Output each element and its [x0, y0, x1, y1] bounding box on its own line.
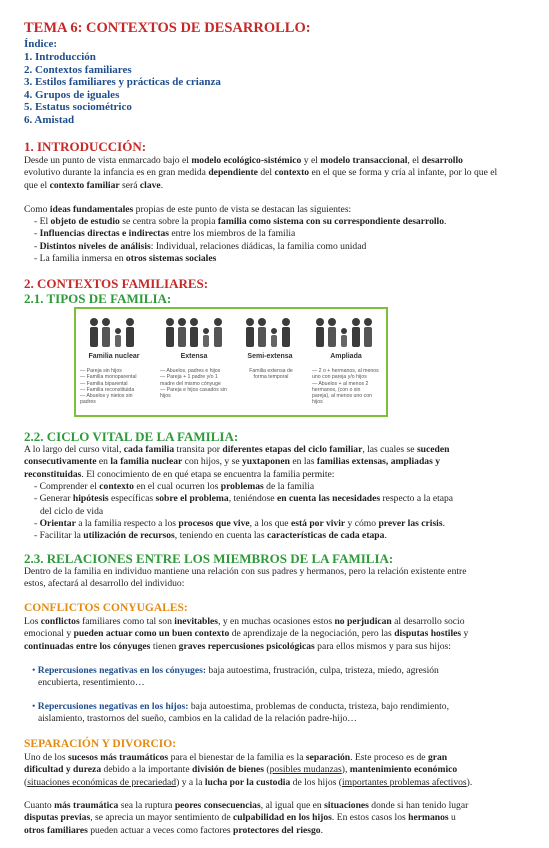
family-type-description: Familia extensa de forma temporal: [249, 368, 293, 381]
extended-family-icon: [160, 313, 228, 353]
expanded-family-icon: [312, 313, 384, 353]
semi-extended-family-icon: [236, 313, 304, 353]
index-list: [24, 51, 221, 127]
list-item: - Comprender el contexto en el cual ocurren los problemas de la familia: [34, 481, 315, 492]
family-type-description: — Abuelos, padres e hijos — Pareja + 1 padre y/o 1 madre del mismo cónyuge — Pareja e hijos casados sin hijos: [160, 368, 227, 400]
list-item: - Facilitar la utilización de recursos, teniendo en cuenta las características de cada etapa.: [34, 530, 387, 542]
list-item: - La familia inmersa en otros sistemas sociales: [34, 252, 217, 264]
list-item: - Generar hipótesis específicas sobre el problema, teniéndose en cuenta las necesidades respecto a la etapa: [34, 493, 454, 505]
repercusiones-hijos: • Repercusiones negativas en los hijos: baja autoestima, problemas de conducta, tristeza, bajo rendimiento, aislamiento, trastornos del sueño, cambios en la calidad de la relación padre-hijo…: [32, 701, 449, 725]
index-label: Índice:: [24, 38, 57, 50]
section-heading-contextos: 2. CONTEXTOS FAMILIARES:: [24, 276, 209, 291]
family-type-title: Semi-extensa: [247, 353, 293, 360]
family-types-figure: [74, 307, 388, 417]
family-type-extensa: [160, 313, 228, 413]
list-item: - Influencias directas e indirectas entre los miembros de la familia: [34, 228, 296, 240]
list-item: - Orientar a la familia respecto a los procesos que vive, a los que está por vivir y cómo prever las crisis.: [34, 517, 445, 529]
family-type-title: Extensa: [180, 353, 208, 360]
relaciones-paragraph: Dentro de la familia en individuo mantiene una relación con sus padres y hermanos, pero la relación existente entre estos, afectará al desarrollo del individuo:: [24, 566, 467, 590]
family-type-semi-extensa: [236, 313, 304, 413]
subheading-separacion-divorcio: SEPARACIÓN Y DIVORCIO:: [24, 738, 177, 750]
repercusiones-conyuges: • Repercusiones negativas en los cónyuges: baja autoestima, frustración, culpa, tristeza, miedo, agresión encubierta, resentimiento…: [32, 665, 439, 689]
intro-ideas-list: [34, 216, 529, 265]
index-item[interactable]: 5. Estatus sociométrico: [24, 101, 132, 114]
ciclo-vital-paragraph: A lo largo del curso vital, cada familia transita por diferentes etapas del ciclo familiar, las cuales se suceden consecutivamente en la familia nuclear con hijos, y se yuxtaponen en las familias extensas, ampliadas y reconstituidas. El conocimiento de en qué etapa se encuentra la familia permite:: [24, 444, 450, 480]
subheading-conflictos-conyugales: CONFLICTOS CONYUGALES:: [24, 602, 188, 614]
intro-paragraph: Desde un punto de vista enmarcado bajo el modelo ecológico-sistémico y el modelo transaccional, el desarrollo evolutivo durante la infancia es en gran medida dependiente del contexto en el que se forma y cría al infante, por lo que el que el contexto familiar será clave.: [24, 155, 498, 191]
index-item[interactable]: 1. Introducción: [24, 51, 96, 63]
bullet-icon: •: [32, 701, 36, 712]
family-type-title: Ampliada: [330, 353, 362, 360]
family-type-description: — Pareja sin hijos — Familia monoparental — Familia biparental — Familia reconstituida — Abuelos y nietos sin padres: [80, 368, 137, 406]
section-heading-introduccion: 1. INTRODUCCIÓN:: [24, 139, 147, 154]
family-type-description: — 2 o + hermanos, al menos uno con pareja y/o hijos — Abuelos + al menos 2 hermanos, (con o sin pareja), al menos uno con hijos: [312, 368, 379, 406]
separacion-consecuencias-paragraph: Cuanto más traumática sea la ruptura peores consecuencias, al igual que en situaciones donde si han tenido lugar disputas previas, se aprecia un mayor sentimiento de culpabilidad en los hijos. En estos casos los hermanos u otros familiares pueden actuar a veces como factores protectores del riesgo.: [24, 800, 469, 836]
ciclo-vital-list: [34, 481, 529, 542]
list-item: - Distintos niveles de análisis: Individual, relaciones diádicas, la familia como unidad: [34, 240, 367, 252]
index-item[interactable]: 3. Estilos familiares y prácticas de crianza: [24, 76, 221, 89]
index-item[interactable]: 2. Contextos familiares: [24, 63, 132, 76]
list-item-continuation: del ciclo de vida: [40, 505, 104, 517]
bullet-icon: •: [32, 665, 36, 676]
subheading-ciclo-vital: 2.2. CICLO VITAL DE LA FAMILIA:: [24, 429, 239, 444]
family-type-nuclear: [80, 313, 148, 413]
separacion-paragraph: Uno de los sucesos más traumáticos para el bienestar de la familia es la separación. Este proceso es de gran dificultad y dureza debido a la importante división de bienes (posibles mudanzas), mantenimiento económico (situaciones económicas de precariedad) y a la lucha por la custodia de los hijos (importantes problemas afectivos).: [24, 752, 473, 788]
nuclear-family-icon: [80, 313, 148, 353]
list-item: - El objeto de estudio se centra sobre la propia familia como sistema con su correspondiente desarrollo.: [34, 216, 447, 227]
family-type-ampliada: [312, 313, 380, 413]
family-type-title: Familia nuclear: [88, 353, 140, 360]
index-item[interactable]: 4. Grupos de iguales: [24, 88, 120, 101]
index-item[interactable]: 6. Amistad: [24, 113, 75, 126]
subheading-relaciones: 2.3. RELACIONES ENTRE LOS MIEMBROS DE LA FAMILIA:: [24, 551, 394, 566]
intro-ideas-paragraph: Como ideas fundamentales propias de este punto de vista se destacan las siguientes:: [24, 204, 352, 215]
conflictos-paragraph: Los conflictos familiares como tal son inevitables, y en muchas ocasiones estos no perjudican al desarrollo socio emocional y pueden actuar como un buen contexto de aprendizaje de la negociación, pero las disputas hostiles y continuadas entre los cónyuges tienen graves repercusiones psicológicas para ellos mismos y para sus hijos:: [24, 616, 469, 652]
subheading-tipos-familia: 2.1. TIPOS DE FAMILIA:: [24, 291, 172, 306]
document-title: TEMA 6: CONTEXTOS DE DESARROLLO:: [24, 20, 311, 36]
